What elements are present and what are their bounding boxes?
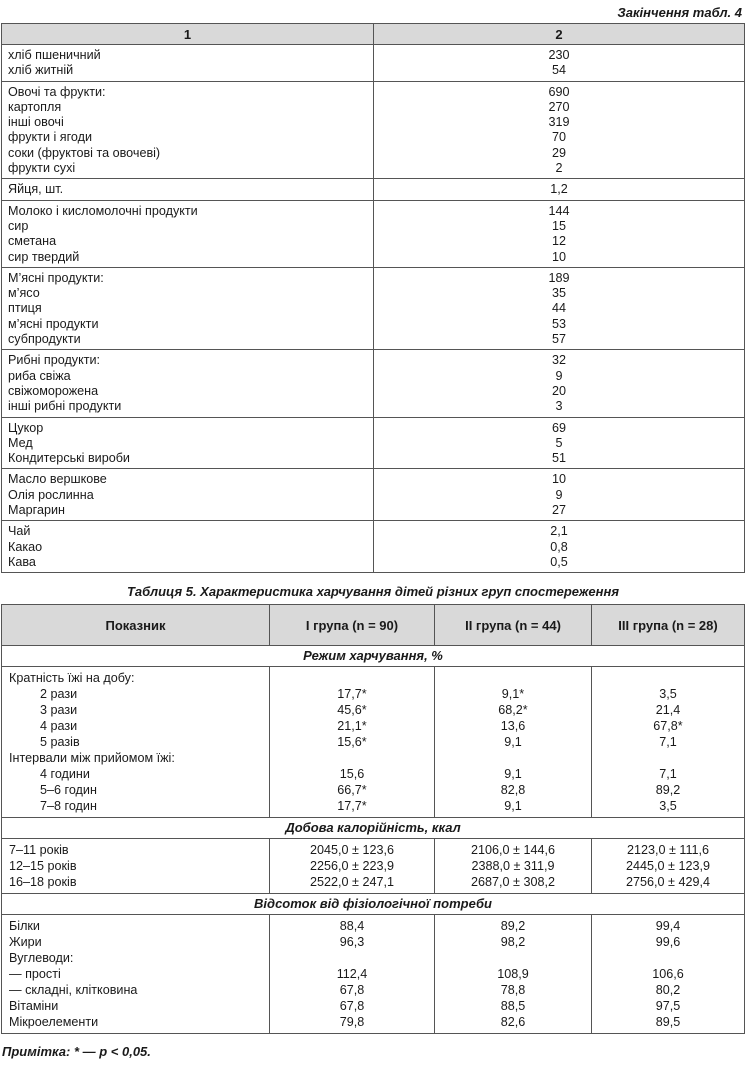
group-value: 89,2: [500, 919, 526, 933]
product-label: інші рибні продукти: [8, 399, 122, 414]
table-5-title: Таблиця 5. Характеристика харчування дітей різних груп спостереження: [126, 584, 620, 599]
value-cell: [374, 81, 745, 179]
product-label: птиця: [8, 301, 42, 316]
group-value-cell: [270, 915, 435, 1034]
product-value: 69: [551, 420, 566, 435]
product-cell: [2, 267, 374, 349]
group-value: 67,8: [339, 999, 365, 1013]
group-value: 21,4: [655, 703, 681, 717]
indicator-label: Інтервали між прийомом їжі:: [9, 751, 175, 765]
indicator-label: — прості: [9, 967, 61, 981]
group-value: 45,6*: [337, 703, 367, 717]
indicator-label: Вуглеводи:: [9, 951, 74, 965]
indicator-label: Жири: [9, 935, 42, 949]
product-label: Рибні продукти:: [8, 353, 101, 368]
product-cell: [2, 417, 374, 469]
group-value: [435, 750, 591, 766]
group-value: 99,6: [655, 935, 681, 949]
product-value: 230: [548, 48, 570, 62]
product-label: риба свіжа: [8, 368, 71, 383]
product-value: 5: [555, 435, 563, 450]
table-row: [2, 521, 745, 573]
group-value: [592, 950, 744, 966]
group-value: 15,6*: [337, 735, 367, 749]
product-value: 27: [551, 503, 566, 518]
section-title: Відсоток від фізіологічної потреби: [2, 894, 745, 915]
product-label: Яйця, шт.: [8, 182, 64, 197]
group-value: [270, 670, 434, 686]
product-label: Какао: [8, 539, 43, 554]
group-value: [592, 750, 744, 766]
value-cell: [374, 350, 745, 417]
group-value: 89,2: [655, 783, 681, 797]
group-value: 13,6: [500, 719, 526, 733]
group-value: 68,2*: [498, 703, 528, 717]
product-label: Молоко і кисломолочні продукти: [8, 203, 198, 218]
table-row: [2, 200, 745, 267]
product-cell: [2, 469, 374, 521]
product-value: 319: [548, 115, 570, 130]
indicator-cell: [2, 667, 270, 818]
product-label: Мед: [8, 435, 33, 450]
product-label: Кава: [8, 554, 36, 569]
indicator-cell: [2, 915, 270, 1034]
table-5: [1, 604, 745, 1034]
product-cell: [2, 521, 374, 573]
indicator-label: 7–8 годин: [40, 799, 97, 813]
value-cell: [374, 417, 745, 469]
table-row: [2, 81, 745, 179]
group-value: 88,4: [339, 919, 365, 933]
group-value-cell: [592, 667, 745, 818]
indicator-label: 4 рази: [40, 719, 78, 733]
group-value-cell: [435, 915, 592, 1034]
group-value: 2045,0 ± 123,6: [310, 843, 394, 857]
product-label: М’ясні продукти:: [8, 270, 104, 285]
product-value: 15: [551, 218, 566, 233]
group-value: 2106,0 ± 144,6: [471, 843, 555, 857]
product-label: сметана: [8, 234, 57, 249]
product-label: Цукор: [8, 420, 44, 435]
group-value: 9,1: [504, 799, 522, 813]
product-label: Олія рослинна: [8, 487, 94, 502]
table-row: [2, 417, 745, 469]
product-cell: [2, 45, 374, 82]
group-value: 99,4: [655, 919, 681, 933]
section-title: Добова калорійність, ккал: [2, 818, 745, 839]
indicator-cell: [2, 839, 270, 894]
product-value: 70: [551, 130, 566, 145]
group-value: 82,8: [500, 783, 526, 797]
group-value: 98,2: [500, 935, 526, 949]
product-value: 9: [555, 368, 563, 383]
group-value: 88,5: [500, 999, 526, 1013]
section-header-row: [2, 894, 745, 915]
group-value: 66,7*: [337, 783, 367, 797]
indicator-label: 5 разів: [40, 735, 80, 749]
product-label: інші овочі: [8, 115, 64, 130]
group-value: 17,7*: [337, 687, 367, 701]
group-value: 67,8: [339, 983, 365, 997]
table-row: [2, 179, 745, 200]
product-label: Кондитерські вироби: [8, 451, 130, 466]
table-4-header-row: [2, 24, 745, 45]
product-value: 32: [551, 353, 566, 368]
indicator-label: Вітаміни: [9, 999, 59, 1013]
column-header: 1: [2, 24, 374, 45]
table-row: [2, 915, 745, 1034]
group-value: 89,5: [655, 1015, 681, 1029]
product-value: 9: [555, 487, 563, 502]
product-value: 3: [555, 399, 563, 414]
group-value: [435, 670, 591, 686]
product-value: 10: [551, 249, 566, 264]
product-label: соки (фруктові та овочеві): [8, 145, 161, 160]
product-label: фрукти і ягоди: [8, 130, 93, 145]
value-cell: [374, 45, 745, 82]
product-value: 270: [548, 99, 570, 114]
group-value: 2256,0 ± 223,9: [310, 859, 394, 873]
group-value: 7,1: [659, 735, 677, 749]
group-value-cell: [592, 915, 745, 1034]
product-cell: [2, 200, 374, 267]
group-value: 97,5: [655, 999, 681, 1013]
value-cell: [374, 521, 745, 573]
product-value: 2,1: [550, 524, 568, 539]
product-value: 35: [551, 286, 566, 301]
value-cell: [374, 200, 745, 267]
group-value: 2123,0 ± 111,6: [626, 843, 710, 857]
group-value: 3,5: [659, 799, 677, 813]
group-value: 2388,0 ± 311,9: [471, 859, 555, 873]
group-value: [435, 950, 591, 966]
group-value-cell: [270, 839, 435, 894]
indicator-label: — складні, клітковина: [9, 983, 138, 997]
indicator-label: 12–15 років: [9, 859, 77, 873]
product-value: 51: [551, 451, 566, 466]
group-value-cell: [435, 667, 592, 818]
indicator-label: Білки: [9, 919, 40, 933]
product-label: Овочі та фрукти:: [8, 84, 106, 99]
table-row: [2, 839, 745, 894]
group-value: 7,1: [659, 767, 677, 781]
column-header: II група (n = 44): [435, 605, 592, 646]
product-value: 12: [551, 234, 566, 249]
section-header-row: [2, 646, 745, 667]
indicator-label: 5–6 годин: [40, 783, 97, 797]
group-value: 3,5: [659, 687, 677, 701]
group-value: 9,1: [504, 767, 522, 781]
group-value: 106,6: [652, 967, 684, 981]
table-4: [1, 23, 745, 573]
product-value: 0,8: [550, 539, 568, 554]
product-label: м’ясо: [8, 286, 40, 301]
product-label: Масло вершкове: [8, 472, 107, 487]
value-cell: [374, 179, 745, 200]
product-value: 144: [548, 203, 570, 218]
indicator-label: Мікроелементи: [9, 1015, 99, 1029]
product-cell: [2, 81, 374, 179]
product-label: Чай: [8, 524, 31, 539]
product-cell: [2, 179, 374, 200]
group-value: 67,8*: [653, 719, 683, 733]
product-label: сир твердий: [8, 249, 80, 264]
group-value: 2756,0 ± 429,4: [626, 875, 710, 889]
product-value: 53: [551, 316, 566, 331]
table-4-caption: Закінчення табл. 4: [617, 5, 742, 20]
group-value: [270, 950, 434, 966]
group-value: 78,8: [500, 983, 526, 997]
product-value: 54: [551, 63, 566, 78]
table-row: [2, 45, 745, 82]
group-value-cell: [270, 667, 435, 818]
group-value: 96,3: [339, 935, 365, 949]
group-value: 108,9: [497, 967, 529, 981]
product-label: хліб пшеничний: [8, 48, 101, 62]
indicator-label: 3 рази: [40, 703, 78, 717]
column-header: I група (n = 90): [270, 605, 435, 646]
product-value: 189: [548, 270, 570, 285]
group-value: 82,6: [500, 1015, 526, 1029]
group-value: 9,1*: [501, 687, 525, 701]
indicator-label: 2 рази: [40, 687, 78, 701]
product-label: картопля: [8, 99, 62, 114]
product-value: 1,2: [550, 182, 568, 197]
product-label: м’ясні продукти: [8, 316, 99, 331]
value-cell: [374, 267, 745, 349]
column-header: Показник: [2, 605, 270, 646]
group-value: 2522,0 ± 247,1: [310, 875, 394, 889]
indicator-label: 4 години: [40, 767, 90, 781]
table-5-header-row: [2, 605, 745, 646]
product-value: 0,5: [550, 554, 568, 569]
product-value: 690: [548, 84, 570, 99]
group-value-cell: [592, 839, 745, 894]
indicator-label: 16–18 років: [9, 875, 77, 889]
group-value: 2445,0 ± 123,9: [626, 859, 710, 873]
group-value: 17,7*: [337, 799, 367, 813]
table-row: [2, 469, 745, 521]
group-value: 15,6: [339, 767, 365, 781]
product-value: 10: [551, 472, 566, 487]
section-title: Режим харчування, %: [2, 646, 745, 667]
group-value: 2687,0 ± 308,2: [471, 875, 555, 889]
group-value: 79,8: [339, 1015, 365, 1029]
product-value: 29: [551, 145, 566, 160]
group-value: 9,1: [504, 735, 522, 749]
table-row: [2, 667, 745, 818]
product-value: 2: [555, 161, 563, 176]
group-value-cell: [435, 839, 592, 894]
product-label: свіжоморожена: [8, 383, 99, 398]
product-label: субпродукти: [8, 332, 81, 347]
section-header-row: [2, 818, 745, 839]
product-cell: [2, 350, 374, 417]
group-value: [270, 750, 434, 766]
group-value: 21,1*: [337, 719, 367, 733]
column-header: 2: [374, 24, 745, 45]
table-row: [2, 350, 745, 417]
group-value: 80,2: [655, 983, 681, 997]
group-value: [592, 670, 744, 686]
indicator-label: 7–11 років: [9, 843, 69, 857]
column-header: III група (n = 28): [592, 605, 745, 646]
table-row: [2, 267, 745, 349]
product-value: 20: [551, 383, 566, 398]
product-label: хліб житній: [8, 63, 74, 78]
group-value: 112,4: [336, 967, 368, 981]
product-value: 57: [551, 332, 566, 347]
product-label: сир: [8, 218, 29, 233]
product-label: Маргарин: [8, 503, 65, 518]
value-cell: [374, 469, 745, 521]
table-note: Примітка: * — p < 0,05.: [2, 1044, 151, 1059]
indicator-label: Кратність їжі на добу:: [9, 671, 135, 685]
product-label: фрукти сухі: [8, 161, 76, 176]
product-value: 44: [551, 301, 566, 316]
